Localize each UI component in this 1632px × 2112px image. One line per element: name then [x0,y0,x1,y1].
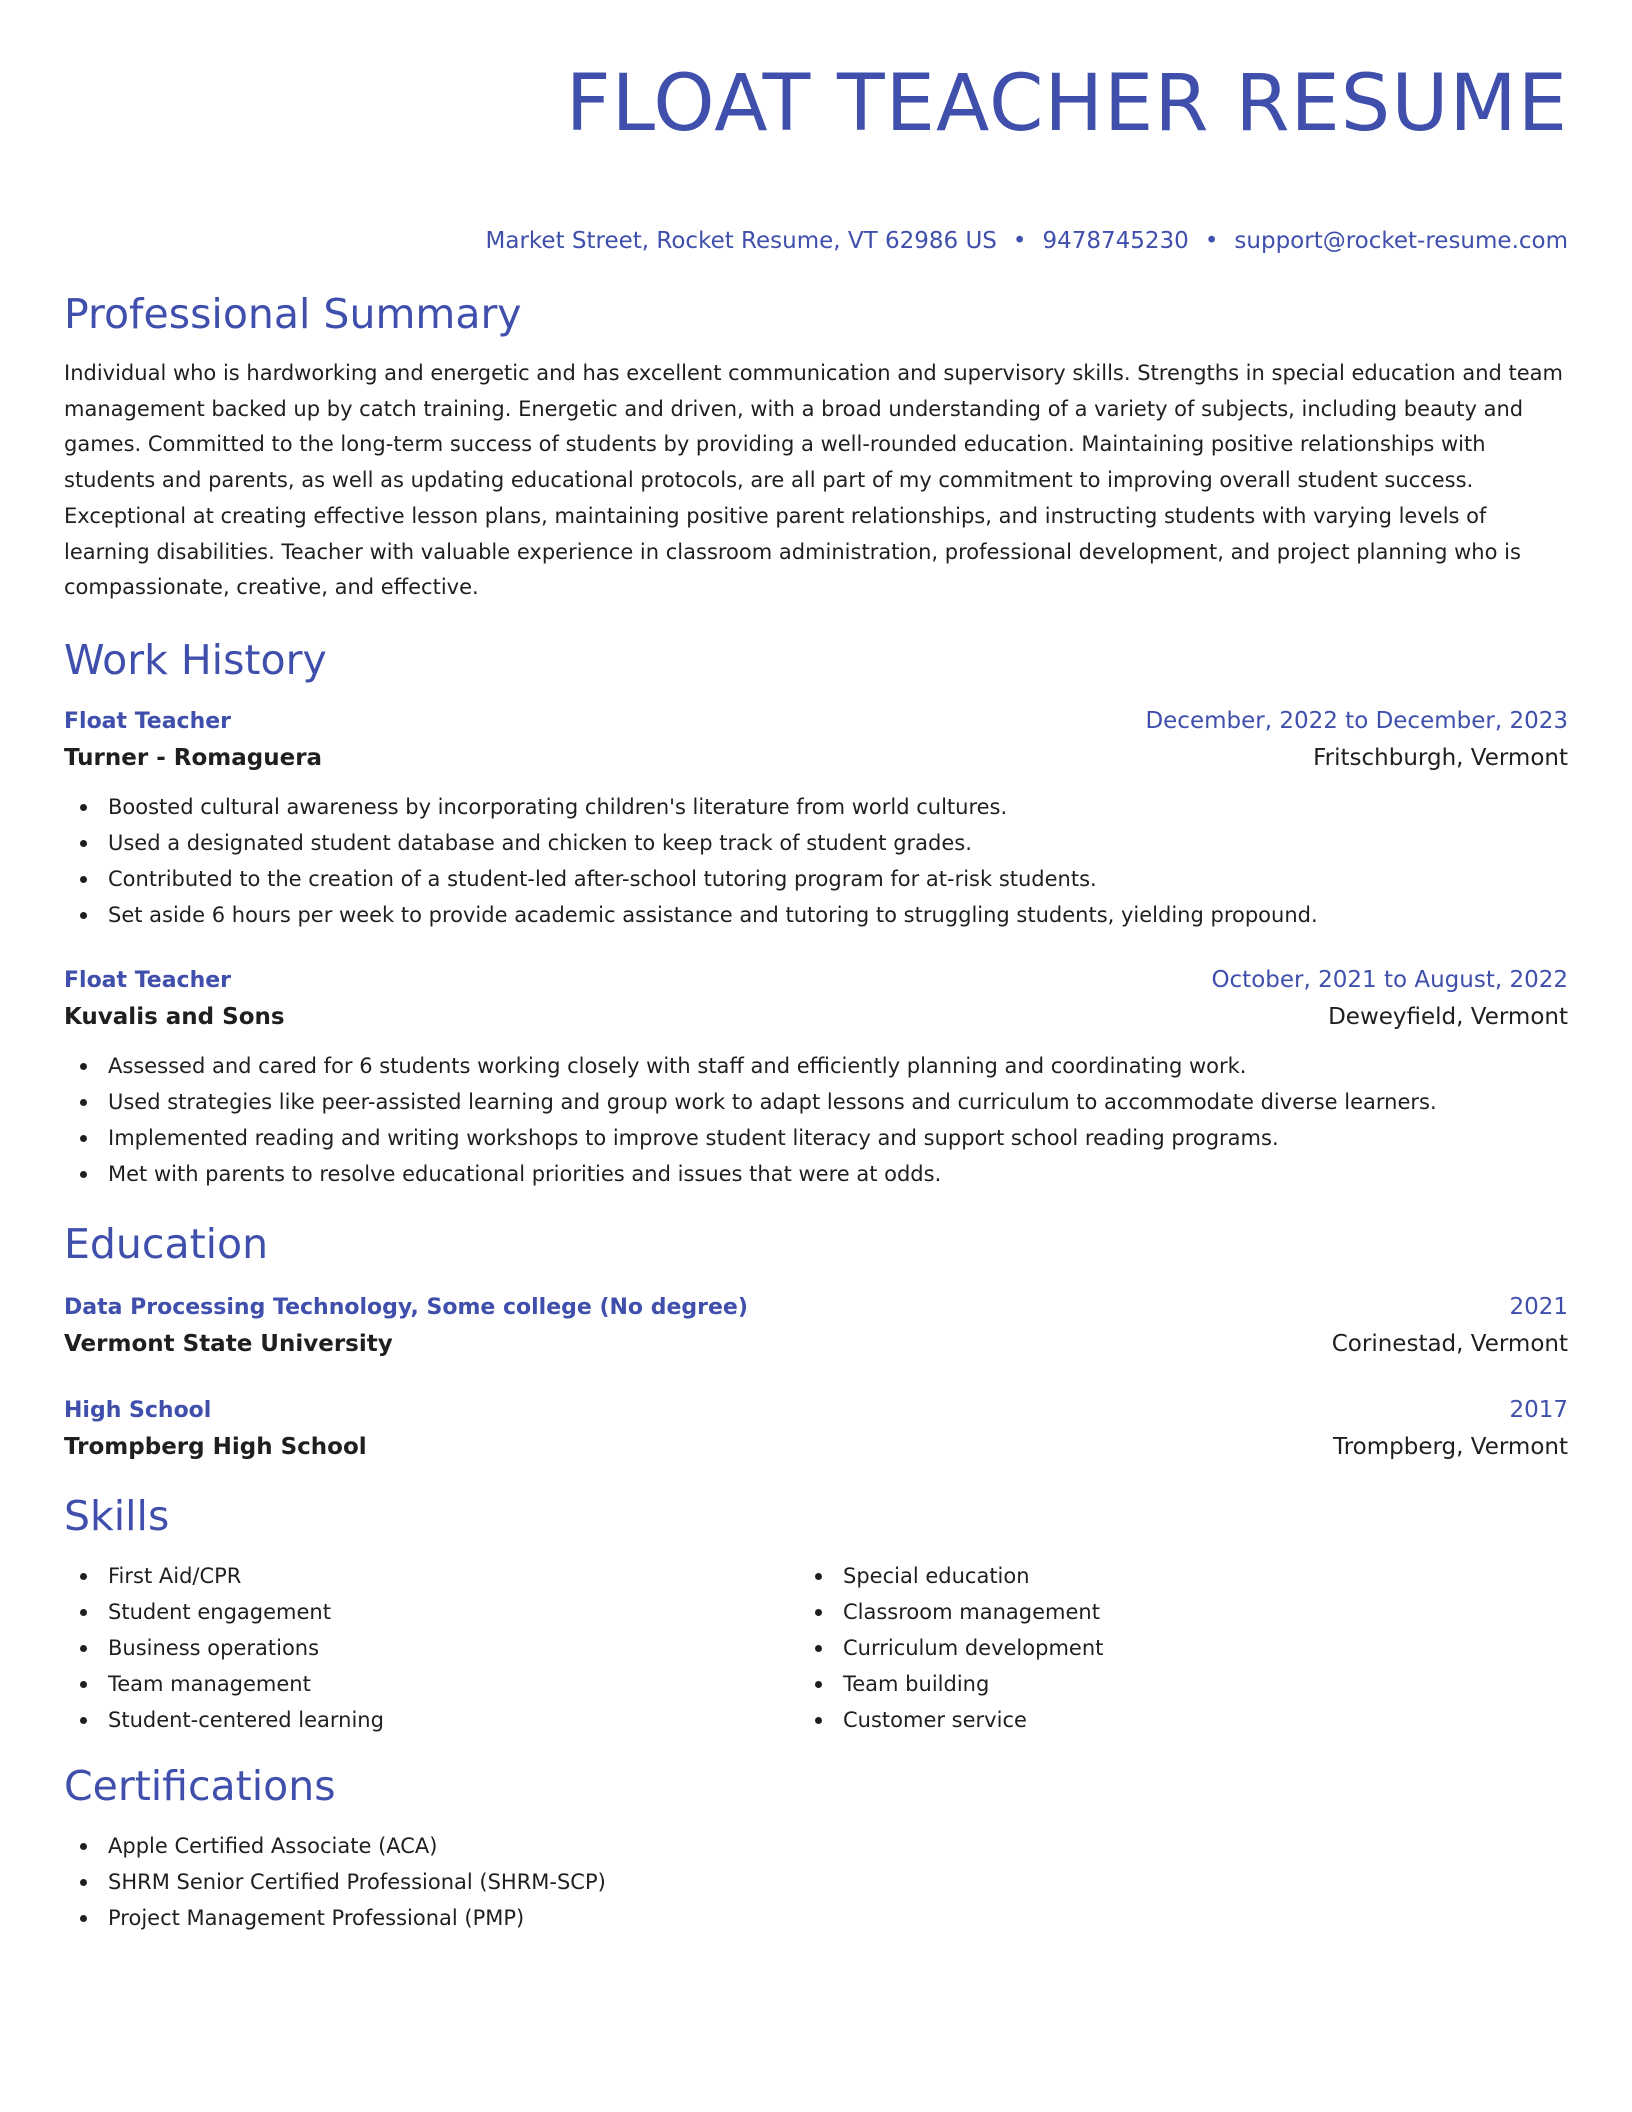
job-entry [64,963,1568,1192]
contact-email[interactable]: support@rocket-resume.com [1234,228,1568,254]
job-location: Deweyfield, Vermont [1328,1003,1568,1030]
job-bullet: Used strategies like peer-assisted learning and group work to adapt lessons and curriculum to accommodate diverse learners. [64,1084,1568,1120]
job-bullet: Met with parents to resolve educational priorities and issues that were at odds. [64,1156,1568,1192]
job-org-row [64,998,1568,1036]
education-school-row [64,1325,1568,1363]
skills-column-left [64,1558,799,1738]
education-school: Vermont State University [64,1330,393,1357]
education-heading: Education [64,1219,269,1268]
contact-line [64,226,1568,256]
job-bullets [64,789,1568,933]
job-location: Fritschburgh, Vermont [1313,744,1568,771]
skill-item: Customer service [799,1702,1534,1738]
skill-item: First Aid/CPR [64,1558,799,1594]
job-title: Float Teacher [64,708,232,734]
skills-column-right [799,1558,1534,1738]
job-bullet: Set aside 6 hours per week to provide academic assistance and tutoring to struggling students, yielding propound. [64,897,1568,933]
certification-item: SHRM Senior Certified Professional (SHRM-SCP) [64,1864,1568,1900]
education-location: Corinestad, Vermont [1331,1330,1568,1357]
education-degree: High School [64,1397,212,1423]
resume-title: FLOAT TEACHER RESUME [565,59,1568,149]
skill-item: Student engagement [64,1594,799,1630]
job-dates: December, 2022 to December, 2023 [1145,707,1568,734]
skill-item: Student-centered learning [64,1702,799,1738]
job-header-row [64,704,1568,739]
skill-item: Classroom management [799,1594,1534,1630]
contact-phone: 9478745230 [1042,228,1189,254]
skills-heading: Skills [64,1491,170,1540]
job-bullet: Assessed and cared for 6 students working closely with staff and efficiently planning and coordinating work. [64,1048,1568,1084]
education-entry [64,1393,1568,1466]
skill-item: Team management [64,1666,799,1702]
summary-heading: Professional Summary [64,290,522,338]
education-header-row [64,1393,1568,1428]
contact-separator: • [1204,228,1219,254]
job-company: Turner - Romaguera [64,744,323,771]
job-company: Kuvalis and Sons [64,1003,285,1030]
job-bullet: Contributed to the creation of a student-led after-school tutoring program for at-risk students. [64,861,1568,897]
certifications-heading: Certifications [64,1761,336,1810]
education-school-row [64,1428,1568,1466]
skill-item: Business operations [64,1630,799,1666]
job-org-row [64,739,1568,777]
job-bullet: Boosted cultural awareness by incorporating children's literature from world cultures. [64,789,1568,825]
job-title: Float Teacher [64,967,232,993]
education-entry [64,1290,1568,1363]
skill-item: Team building [799,1666,1534,1702]
job-bullet: Implemented reading and writing workshops to improve student literacy and support school reading programs. [64,1120,1568,1156]
education-location: Trompberg, Vermont [1333,1433,1568,1460]
education-degree: Data Processing Technology, Some college (No degree) [64,1294,748,1320]
skill-item: Curriculum development [799,1630,1534,1666]
job-bullet: Used a designated student database and chicken to keep track of student grades. [64,825,1568,861]
certifications-list [64,1828,1568,1936]
education-header-row [64,1290,1568,1325]
work-history-heading: Work History [64,635,327,684]
job-dates: October, 2021 to August, 2022 [1211,966,1568,993]
contact-address: Market Street, Rocket Resume, VT 62986 US [485,228,997,254]
summary-text: Individual who is hardworking and energetic and has excellent communication and supervisory skills. Strengths in special education and team management backed up by catch training. Energetic and driven, with a broad understanding of a variety of subjects, including beauty and games. Committed to the long-term success of students by providing a well-rounded education. Maintaining positive relationships with students and parents, as well as updating educational protocols, are all part of my commitment to improving overall student success. Exceptional at creating effective lesson plans, maintaining positive parent relationships, and instructing students with varying levels of learning disabilities. Teacher with valuable experience in classroom administration, professional development, and project planning who is compassionate, creative, and effective. [64,361,1563,600]
education-school: Trompberg High School [64,1433,367,1460]
certification-item: Project Management Professional (PMP) [64,1900,1568,1936]
skill-item: Special education [799,1558,1534,1594]
education-year: 2021 [1509,1293,1568,1320]
job-header-row [64,963,1568,998]
contact-separator: • [1012,228,1027,254]
skills-grid [64,1558,1568,1738]
education-year: 2017 [1509,1396,1568,1423]
job-entry [64,704,1568,933]
certification-item: Apple Certified Associate (ACA) [64,1828,1568,1864]
job-bullets [64,1048,1568,1192]
